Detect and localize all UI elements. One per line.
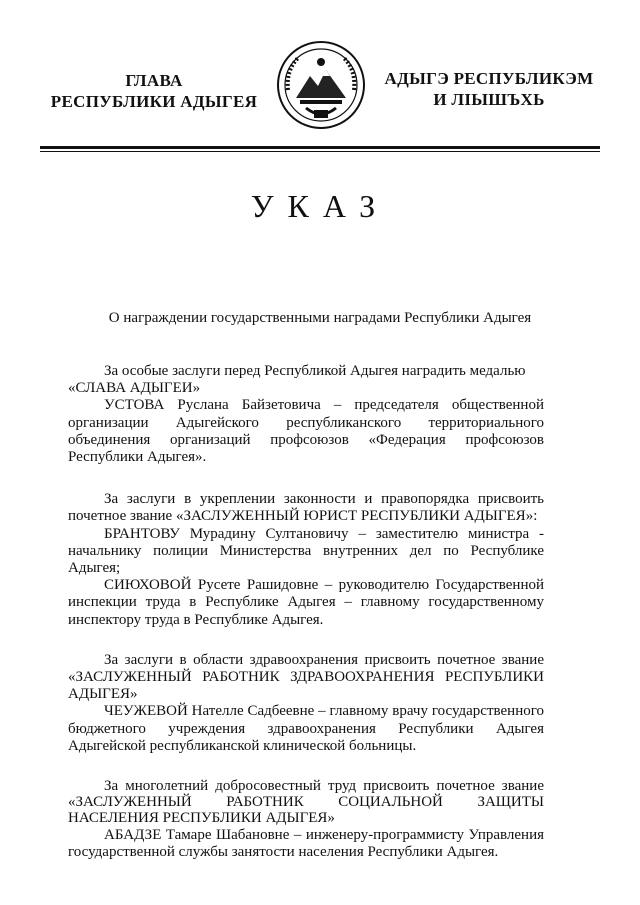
header-right-line2: И ЛІЫШЪХЬ [433,90,545,109]
section-1-intro: За особые заслуги перед Республикой Адыгея наградить медалью [104,363,526,379]
section-3-intro: За заслуги в области здравоохранения присвоить почетное звание «ЗАСЛУЖЕННЫЙ РАБОТНИК ЗДРАВООХРАНЕНИЯ РЕСПУБЛИКИ АДЫГЕЯ» [68,651,544,703]
section-1-award: «СЛАВА АДЫГЕИ» [68,380,201,397]
section-1-recipient-1: УСТОВА Руслана Байзетовича – председателя общественной организации Адыгейского республиканского территориального объединения организаций профсоюзов «Федерация профсоюзов Республики Адыгея». [68,397,544,466]
header-left-line2: РЕСПУБЛИКИ АДЫГЕЯ [50,92,258,111]
section-4-intro: За многолетний добросовестный труд присвоить почетное звание «ЗАСЛУЖЕННЫЙ РАБОТНИК СОЦИАЛЬНОЙ ЗАЩИТЫ НАСЕЛЕНИЯ РЕСПУБЛИКИ АДЫГЕЯ» [68,778,544,827]
header-left [48,70,260,112]
section-2-intro: За заслуги в укреплении законности и правопорядка присвоить почетное звание «ЗАСЛУЖЕННЫЙ ЮРИСТ РЕСПУБЛИКИ АДЫГЕЯ»: [68,491,544,525]
header-left-line1: ГЛАВА [125,71,183,90]
section-3-recipient-1: ЧЕУЖЕВОЙ Нателле Садбеевне – главному врачу государственного бюджетного учреждения здравоохранения Республики Адыгея Адыгейской республиканской клинической больницы. [68,703,544,754]
header-right [380,68,598,110]
header-divider-thin [40,151,600,152]
republic-of-adygea-coat-of-arms-icon [276,40,366,130]
header-divider-thick [40,146,600,149]
section-4-recipient-1: АБАДЗЕ Тамаре Шабановне – инженеру-программисту Управления государственной службы занятости населения Республики Адыгея. [68,826,544,860]
section-2-recipient-2: СИЮХОВОЙ Русете Рашидовне – руководителю Государственной инспекции труда в Республике Адыгея – главному государственному инспектору труда в Республике Адыгея. [68,577,544,628]
section-2-recipient-1: БРАНТОВУ Мурадину Султановичу – заместителю министра - начальнику полиции Министерства внутренних дел по Республике Адыгея; [68,525,544,577]
header-right-line1: АДЫГЭ РЕСПУБЛИКЭМ [384,69,594,88]
decree-body [68,363,544,861]
document-title: УКАЗ [250,188,390,224]
decree-subject: О награждении государственными наградами Республики Адыгея [108,310,532,326]
